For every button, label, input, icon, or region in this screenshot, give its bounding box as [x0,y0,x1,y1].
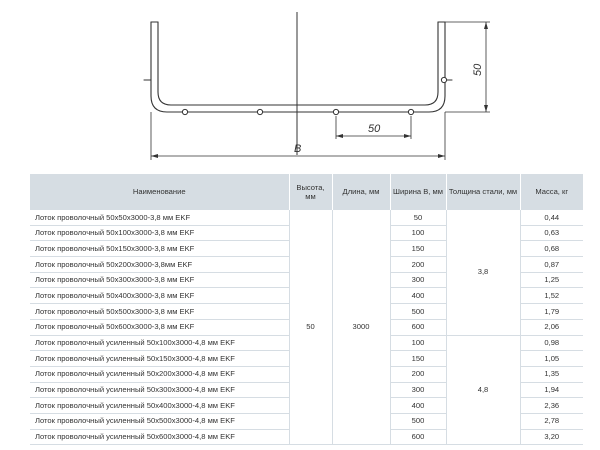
width-cell: 300 [390,382,446,398]
dim-label-b: B [294,143,302,155]
width-cell: 500 [390,413,446,429]
product-name-cell: Лоток проволочный усиленный 50x200x3000-4,8 мм EKF [30,366,289,382]
mass-cell: 0,68 [520,241,583,257]
wire-section-circle [333,109,338,114]
wire-section-circle [257,109,262,114]
length-cell: 3000 [332,210,390,445]
product-name-cell: Лоток проволочный 50x500x3000-3,8 мм EKF [30,304,289,320]
product-name-cell: Лоток проволочный 50x50x3000-3,8 мм EKF [30,210,289,225]
width-cell: 150 [390,241,446,257]
product-name-cell: Лоток проволочный 50x100x3000-3,8 мм EKF [30,225,289,241]
wire-section-circle [182,109,187,114]
mass-cell: 1,52 [520,288,583,304]
header-name: Наименование [30,174,289,210]
product-name-cell: Лоток проволочный 50x600x3000-3,8 мм EKF [30,319,289,335]
width-cell: 150 [390,351,446,367]
width-cell: 200 [390,366,446,382]
mass-cell: 1,79 [520,304,583,320]
product-name-cell: Лоток проволочный усиленный 50x400x3000-4,8 мм EKF [30,398,289,414]
mass-cell: 1,05 [520,351,583,367]
wire-section-circle [408,109,413,114]
table-header-row [30,174,583,210]
mass-cell: 0,63 [520,225,583,241]
width-cell: 100 [390,335,446,351]
product-name-cell: Лоток проволочный усиленный 50x100x3000-4,8 мм EKF [30,335,289,351]
header-width: Ширина B, мм [390,174,446,210]
tray-cross-section-drawing [0,0,600,172]
thickness-cell: 3,8 [446,210,520,335]
width-cell: 600 [390,429,446,445]
width-cell: 50 [390,210,446,225]
mass-cell: 1,35 [520,366,583,382]
height-cell: 50 [289,210,332,445]
product-name-cell: Лоток проволочный усиленный 50x150x3000-4,8 мм EKF [30,351,289,367]
specification-table [30,174,583,445]
mass-cell: 2,78 [520,413,583,429]
width-cell: 600 [390,319,446,335]
width-cell: 100 [390,225,446,241]
table-body [30,210,583,445]
mass-cell: 2,06 [520,319,583,335]
product-name-cell: Лоток проволочный усиленный 50x600x3000-4,8 мм EKF [30,429,289,445]
wire-section-circle [441,77,446,82]
mass-cell: 2,36 [520,398,583,414]
table-row [30,210,583,225]
width-cell: 400 [390,288,446,304]
width-cell: 400 [390,398,446,414]
width-cell: 300 [390,272,446,288]
mass-cell: 0,87 [520,257,583,273]
product-name-cell: Лоток проволочный усиленный 50x300x3000-4,8 мм EKF [30,382,289,398]
product-name-cell: Лоток проволочный 50x150x3000-3,8 мм EKF [30,241,289,257]
mass-cell: 1,25 [520,272,583,288]
header-thickness: Толщина стали, мм [446,174,520,210]
thickness-cell: 4,8 [446,335,520,445]
width-cell: 200 [390,257,446,273]
width-cell: 500 [390,304,446,320]
header-length: Длина, мм [332,174,390,210]
header-mass: Масса, кг [520,174,583,210]
mass-cell: 3,20 [520,429,583,445]
tray-outer-wire [151,22,445,112]
product-name-cell: Лоток проволочный 50x400x3000-3,8 мм EKF [30,288,289,304]
tray-inner-wire [158,22,438,105]
product-name-cell: Лоток проволочный усиленный 50x500x3000-4,8 мм EKF [30,413,289,429]
dim-label-50-horizontal: 50 [368,123,381,135]
mass-cell: 0,98 [520,335,583,351]
mass-cell: 1,94 [520,382,583,398]
mass-cell: 0,44 [520,210,583,225]
header-height: Высота, мм [289,174,332,210]
dim-label-50-vertical: 50 [472,63,484,76]
product-name-cell: Лоток проволочный 50x200x3000-3,8мм EKF [30,257,289,273]
product-name-cell: Лоток проволочный 50x300x3000-3,8 мм EKF [30,272,289,288]
